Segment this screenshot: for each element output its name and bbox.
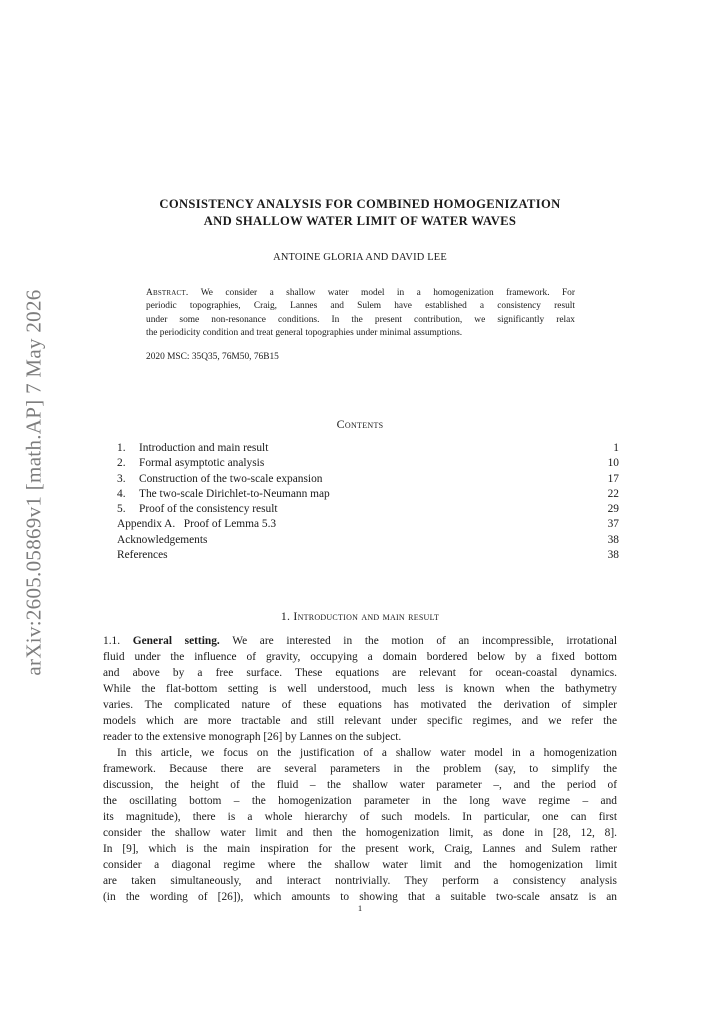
toc-entry-title: [117, 441, 268, 456]
paper-title: [100, 196, 620, 230]
paragraph-line: framework. Because there are several parameters in the problem (say, to simplify the: [103, 763, 617, 775]
toc-entry[interactable]: [117, 487, 619, 502]
toc-entry-label: Acknowledgements: [117, 533, 208, 546]
toc-entry-number: 5.: [117, 503, 126, 516]
toc-entry-title: [117, 456, 264, 471]
toc-entry-page: 37: [607, 518, 619, 531]
abstract-line: the periodicity condition and treat general topographies under minimal assumptions.: [146, 328, 463, 339]
arxiv-identifier-text: arXiv:2605.05869v1 [math.AP] 7 May 2026: [21, 288, 46, 676]
abstract-label: Abstract.: [146, 288, 189, 298]
arxiv-identifier-stamp: [22, 287, 46, 677]
paper-title-line-2: AND SHALLOW WATER LIMIT OF WATER WAVES: [203, 214, 517, 228]
paragraph-line: the oscillating bottom – the homogenization parameter in the long wave regime – and: [103, 795, 617, 807]
toc-entry-number: 3.: [117, 472, 126, 485]
paragraph-line: models which are more tractable and still relevant under specific regimes, and we refer the: [103, 715, 617, 727]
toc-entry-label: Formal asymptotic analysis: [139, 457, 265, 470]
paragraph-line: are taken simultaneously, and interact nontrivially. They perform a consistency analysis: [103, 875, 617, 887]
subsection-title: General setting.: [132, 635, 220, 647]
toc-entry-number: 2.: [117, 457, 126, 470]
toc-entry-label: Proof of the consistency result: [139, 503, 278, 516]
toc-entry-label: References: [117, 549, 168, 562]
toc-entry-page: 1: [613, 442, 619, 454]
section-heading: 1. Introduction and main result: [280, 609, 440, 623]
toc-entry-label: The two-scale Dirichlet-to-Neumann map: [139, 487, 330, 500]
toc-entry-title: [117, 487, 330, 502]
toc-entry[interactable]: [117, 441, 619, 456]
abstract: [146, 287, 575, 341]
paragraph-line: its magnitude), there is a whole hierarchy of such models. In particular, one can first: [103, 811, 617, 823]
paper-title-line-1: CONSISTENCY ANALYSIS FOR COMBINED HOMOGENIZATION: [159, 197, 561, 211]
paragraph-line: and above by a free surface. These equations are relevant for ocean-coastal dynamics.: [103, 667, 617, 679]
section-body: [103, 633, 617, 905]
paper-authors: ANTOINE GLORIA AND DAVID LEE: [273, 252, 447, 263]
paragraph-line: In this article, we focus on the justification of a shallow water model in a homogenization: [117, 747, 617, 759]
toc-entry-label: Appendix A. Proof of Lemma 5.3: [117, 518, 277, 531]
page-number: 1: [357, 903, 363, 913]
paragraph-line: reader to the extensive monograph [26] by Lannes on the subject.: [103, 731, 402, 743]
toc-entry[interactable]: [117, 533, 619, 548]
msc-classification: 2020 MSC: 35Q35, 76M50, 76B15: [146, 352, 279, 362]
toc-entry-number: 1.: [117, 442, 126, 454]
toc-entry-number: 4.: [117, 487, 126, 500]
abstract-line: under some non-resonance conditions. In the present contribution, we significantly relax: [146, 314, 575, 325]
paragraph-line: discussion, the height of the fluid – the shallow water parameter –, and the period of: [103, 779, 617, 791]
toc-entry[interactable]: [117, 456, 619, 471]
toc-entry-label: Construction of the two-scale expansion: [139, 472, 323, 485]
paragraph-line-text: We are interested in the motion of an incompressible, irrotational: [219, 635, 617, 647]
contents-heading: Contents: [336, 417, 384, 431]
paragraph-line: (in the wording of [26]), which amounts to showing that a suitable two-scale ansatz is an: [103, 891, 617, 903]
toc-entry-page: 38: [607, 533, 619, 546]
toc-entry[interactable]: [117, 548, 619, 563]
toc-entry-label: Introduction and main result: [139, 442, 269, 454]
paragraph-line: consider the shallow water limit and then the homogenization limit, as done in [28, 12, 8].: [103, 827, 617, 839]
paragraph-line: varies. The complicated nature of these equations has motivated the derivation of simpler: [103, 699, 617, 711]
toc-entry[interactable]: [117, 472, 619, 487]
toc-entry-title: [117, 502, 278, 517]
toc-entry[interactable]: [117, 517, 619, 532]
subsection-number: 1.1.: [103, 635, 121, 647]
toc-entry[interactable]: [117, 502, 619, 517]
toc-entry-page: 38: [607, 549, 619, 562]
paragraph-line: While the flat-bottom setting is well understood, much less is known when the bathymetry: [103, 683, 617, 695]
paragraph-line: consider a diagonal regime where the shallow water limit and the homogenization limit: [103, 859, 617, 871]
abstract-line: periodic topographies, Craig, Lannes and Sulem have established a consistency result: [146, 301, 575, 312]
toc-entry-page: 22: [607, 487, 619, 500]
toc-entry-page: 29: [607, 503, 619, 516]
paragraph-line: [103, 633, 617, 649]
abstract-line: [146, 287, 575, 300]
paragraph-line: fluid under the influence of gravity, occupying a domain bordered below by a fixed bottom: [103, 651, 617, 663]
abstract-line-text: We consider a shallow water model in a homogenization framework. For: [188, 288, 575, 298]
table-of-contents: [117, 441, 619, 563]
toc-entry-page: 10: [607, 457, 619, 470]
toc-entry-title: [117, 472, 322, 487]
toc-entry-page: 17: [607, 472, 619, 485]
paragraph-line: In [9], which is the main inspiration for the present work, Craig, Lannes and Sulem rather: [103, 843, 617, 855]
